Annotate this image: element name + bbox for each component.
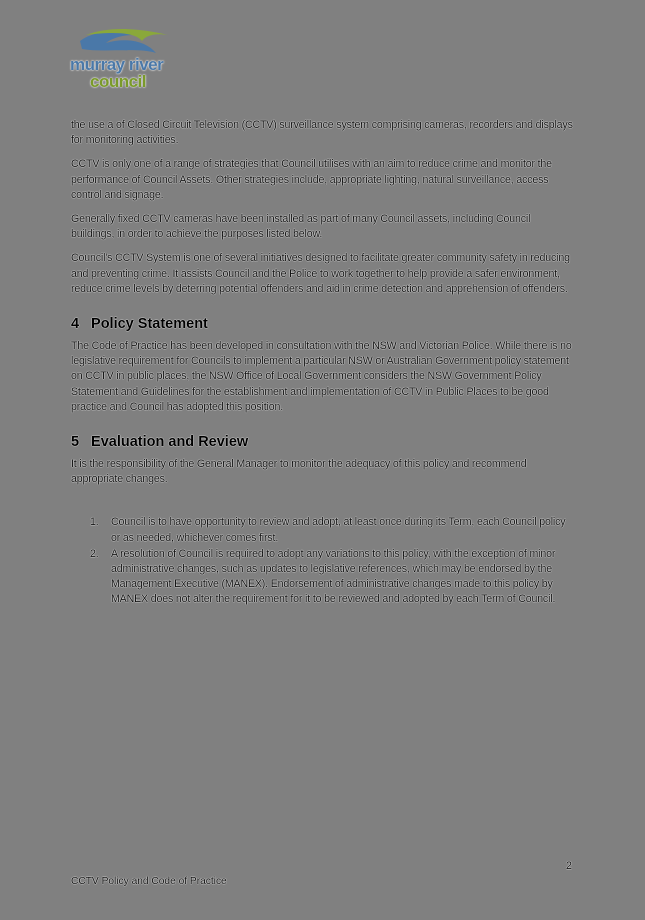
list-item: [71, 547, 576, 608]
section-number: 4: [71, 316, 80, 333]
footer-document-title: CCTV Policy and Code of Practice: [71, 876, 227, 887]
review-list: [71, 515, 576, 607]
section-heading-policy-statement: [71, 315, 576, 333]
section-title: Policy Statement: [91, 316, 208, 333]
council-logo: [68, 27, 178, 95]
section-paragraph: The Code of Practice has been developed in consultation with the NSW and Victorian Police. While there is no legislative requirement for Councils to implement a particular NSW or Australian Government policy statement on CCTV in public places, the NSW Office of Local Government considers the NSW Government Policy Statement and Guidelines for the establishment and implementation of CCTV in Public Places to be good practice and Council has adopted this position.: [71, 340, 572, 413]
list-item-text: A resolution of Council is required to adopt any variations to this policy, with the exception of minor administrative changes, such as updates to legislative references, which may be endorsed by the Management Executive (MANEX). Endorsement of administrative changes made to this policy by MANEX does not alter the requirement for it to be reviewed and adopted by each Term of Council.: [111, 547, 556, 606]
list-item: [71, 515, 576, 545]
logo-text-council: council: [90, 72, 147, 91]
section-title: Evaluation and Review: [91, 434, 249, 451]
list-marker: 2.: [90, 547, 99, 560]
river-wave-icon: [76, 27, 172, 57]
list-item-text: Council is to have opportunity to review and adopt, at least once during its Term, each Council policy or as needed, whichever comes first.: [111, 516, 566, 544]
section-number: 5: [71, 434, 80, 451]
list-marker: 1.: [90, 516, 99, 529]
intro-paragraph: CCTV is only one of a range of strategies that Council utilises with an aim to reduce crime and monitor the performance of Council Assets. Other strategies include, appropriate lighting, natural surveillance, access control and signage.: [71, 158, 552, 201]
intro-paragraph: Council's CCTV System is one of several initiatives designed to facilitate greater community safety in reducing and preventing crime. It assists Council and the Police to work together to help provide a safer environment, reduce crime levels by deterring potential offenders and aid in crime detection and apprehension of offenders.: [71, 252, 570, 295]
intro-paragraph: Generally fixed CCTV cameras have been installed as part of many Council assets, including Council buildings, in order to achieve the purposes listed below.: [71, 213, 531, 241]
intro-paragraph: the use a of Closed Circuit Television (CCTV) surveillance system comprising cameras, recorders and displays for monitoring activities.: [71, 119, 573, 147]
section-heading-evaluation-review: [71, 433, 576, 451]
section-paragraph: It is the responsibility of the General Manager to monitor the adequacy of this policy and recommend appropriate changes.: [71, 458, 527, 486]
page-number: 2: [566, 860, 572, 872]
logo-text-murray-river: murray river: [70, 55, 164, 74]
document-body: [71, 118, 576, 609]
